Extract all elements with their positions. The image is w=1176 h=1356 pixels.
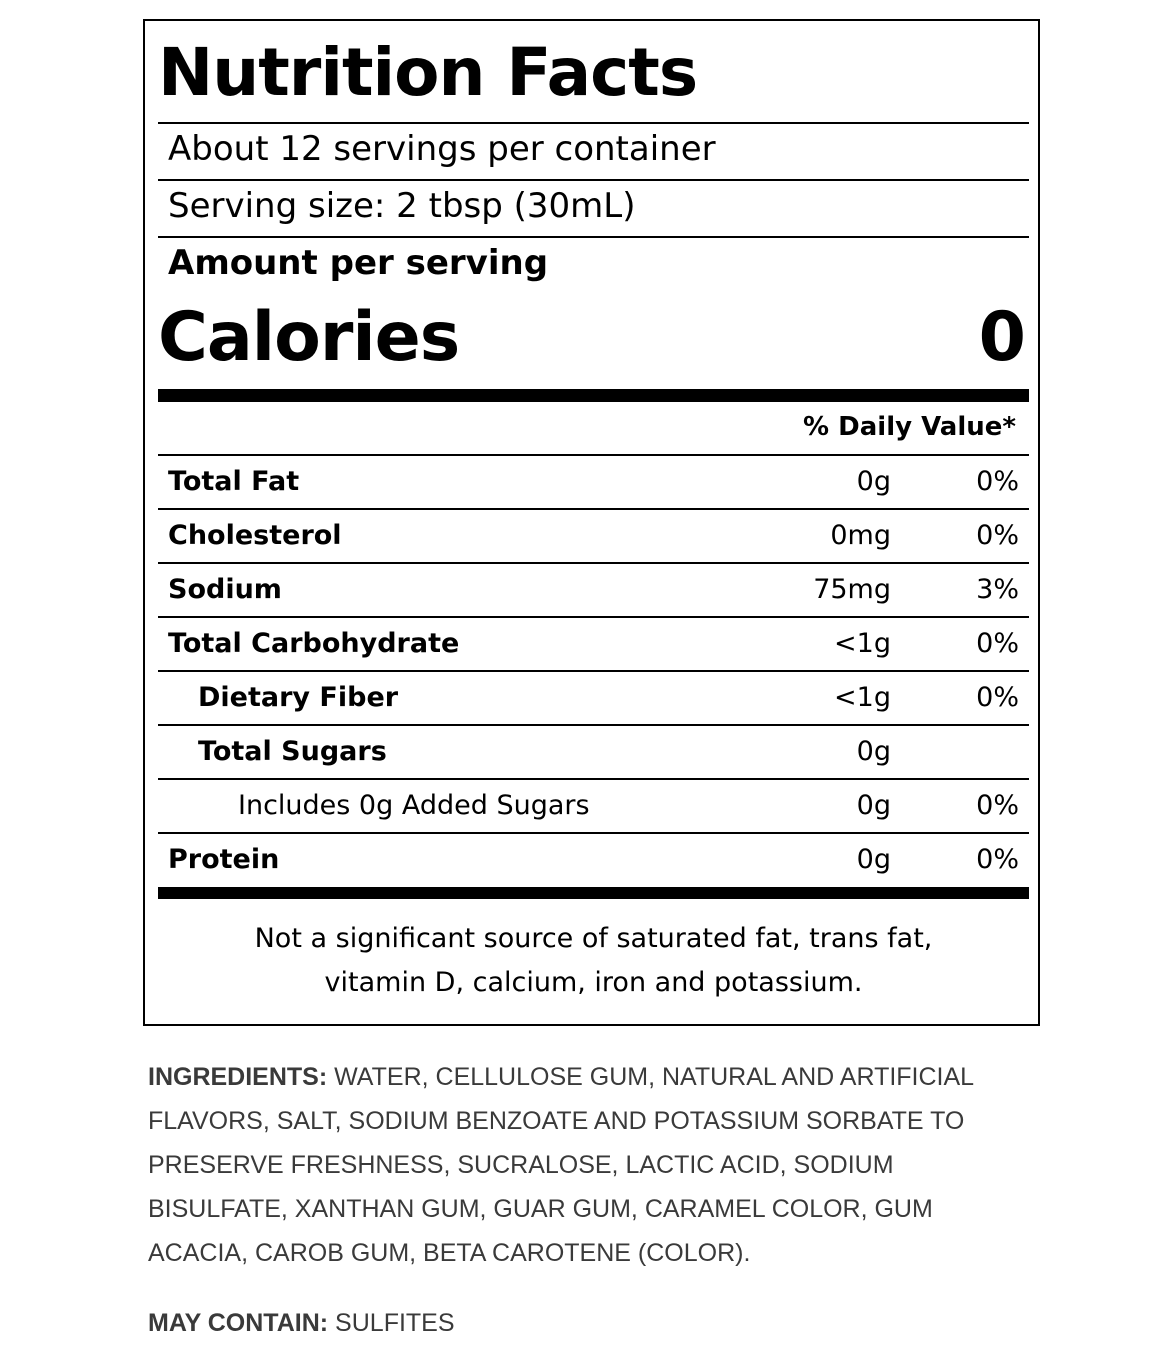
- serving-size: Serving size: 2 tbsp (30mL): [168, 186, 636, 226]
- may-contain-list: SULFITES: [328, 1309, 455, 1337]
- thick-divider: [158, 389, 1029, 402]
- nutrient-name: Protein: [168, 844, 280, 875]
- nutrient-daily-value: 0%: [976, 682, 1019, 713]
- nutrition-facts-title: Nutrition Facts: [158, 34, 698, 111]
- nutrient-row-protein: [158, 834, 1029, 886]
- footnote: [158, 917, 1029, 1005]
- nutrient-daily-value: 0%: [976, 844, 1019, 875]
- nutrient-name: Cholesterol: [168, 520, 342, 551]
- nutrient-amount: 0mg: [830, 520, 891, 551]
- ingredients-list: WATER, CELLULOSE GUM, NATURAL AND ARTIFICIAL FLAVORS, SALT, SODIUM BENZOATE AND POTASSIUM SORBATE TO PRESERVE FRESHNESS, SUCRALOSE, LACTIC ACID, SODIUM BISULFATE, XANTHAN GUM, GUAR GUM, CARAMEL COLOR, GUM ACACIA, CAROB GUM, BETA CAROTENE (COLOR).: [148, 1063, 974, 1267]
- nutrient-amount: <1g: [834, 628, 891, 659]
- servings-per-container: About 12 servings per container: [168, 129, 716, 169]
- ingredients-heading: INGREDIENTS:: [148, 1063, 328, 1091]
- nutrient-row-sodium: [158, 564, 1029, 616]
- nutrient-amount: 0g: [856, 466, 891, 497]
- footnote-line: Not a significant source of saturated fat, trans fat,: [254, 923, 933, 954]
- nutrient-name: Total Fat: [168, 466, 300, 497]
- nutrient-row-total-fat: [158, 456, 1029, 508]
- nutrient-daily-value: 0%: [976, 790, 1019, 821]
- may-contain-heading: MAY CONTAIN:: [148, 1309, 329, 1337]
- nutrient-daily-value: 3%: [976, 574, 1019, 605]
- nutrient-row-dietary-fiber: [158, 672, 1029, 724]
- may-contain-text: [148, 1301, 1028, 1345]
- nutrient-row-added-sugars: [158, 780, 1029, 832]
- nutrient-amount: <1g: [834, 682, 891, 713]
- thick-divider: [158, 887, 1029, 899]
- nutrient-row-cholesterol: [158, 510, 1029, 562]
- daily-value-header: % Daily Value*: [803, 412, 1016, 442]
- nutrient-daily-value: 0%: [976, 466, 1019, 497]
- nutrient-name: Includes 0g Added Sugars: [238, 790, 590, 821]
- nutrient-row-total-sugars: [158, 726, 1029, 778]
- nutrient-amount: 75mg: [813, 574, 891, 605]
- divider: [158, 179, 1029, 181]
- nutrient-name: Dietary Fiber: [198, 682, 399, 713]
- calories-label: Calories: [158, 298, 460, 377]
- calories-value: 0: [978, 298, 1026, 377]
- nutrient-name: Total Sugars: [198, 736, 387, 767]
- nutrient-row-total-carbohydrate: [158, 618, 1029, 670]
- nutrient-daily-value: 0%: [976, 520, 1019, 551]
- divider: [158, 236, 1029, 238]
- nutrition-facts-label: [143, 19, 1040, 1026]
- nutrient-name: Total Carbohydrate: [168, 628, 460, 659]
- nutrient-name: Sodium: [168, 574, 282, 605]
- divider: [158, 122, 1029, 124]
- nutrient-amount: 0g: [856, 844, 891, 875]
- amount-per-serving: Amount per serving: [168, 243, 549, 283]
- ingredients-text: [148, 1055, 1028, 1275]
- nutrient-daily-value: 0%: [976, 628, 1019, 659]
- footnote-line: vitamin D, calcium, iron and potassium.: [324, 967, 863, 998]
- nutrient-amount: 0g: [856, 736, 891, 767]
- nutrient-amount: 0g: [856, 790, 891, 821]
